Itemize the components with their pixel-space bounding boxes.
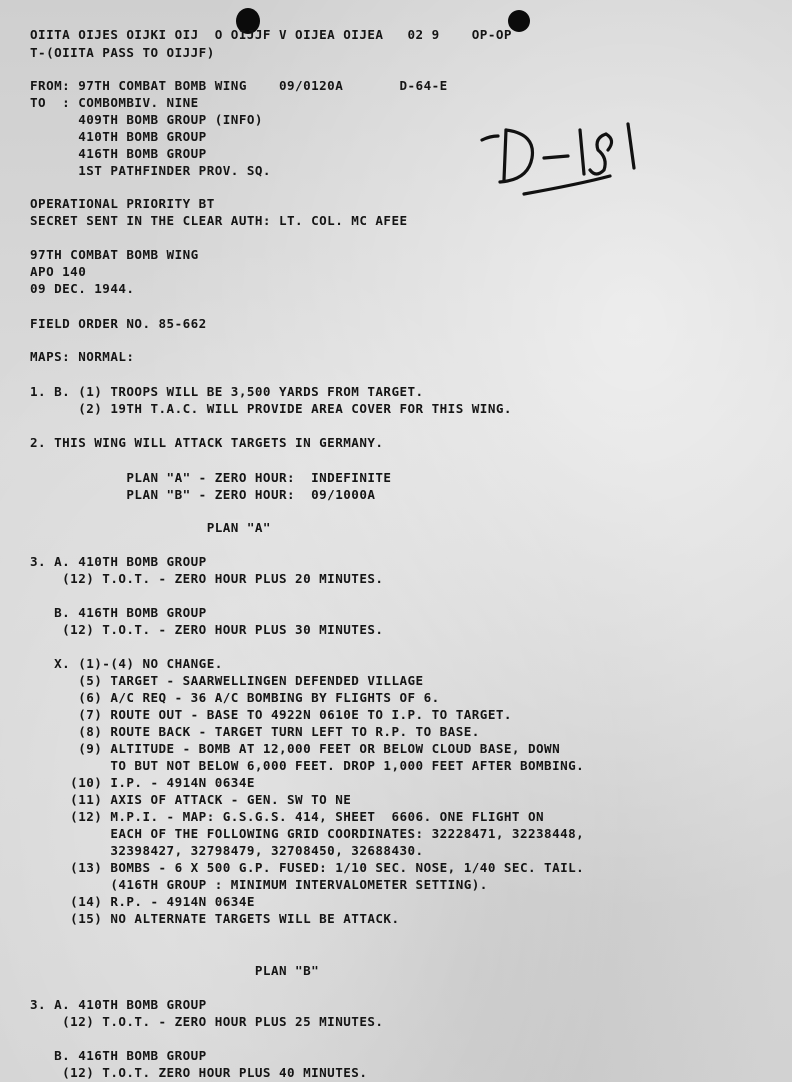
- unit-line: 97TH COMBAT BOMB WING: [30, 247, 199, 262]
- paragraph-line: 3. A. 410TH BOMB GROUP: [30, 554, 207, 569]
- from-line: FROM: 97TH COMBAT BOMB WING 09/0120A D-64-E: [30, 78, 448, 93]
- paragraph-line: (7) ROUTE OUT - BASE TO 4922N 0610E TO I.P. TO TARGET.: [30, 707, 512, 722]
- zero-hour-line: PLAN "A" - ZERO HOUR: INDEFINITE: [30, 470, 392, 485]
- paragraph-line: (2) 19TH T.A.C. WILL PROVIDE AREA COVER FOR THIS WING.: [30, 401, 512, 416]
- field-order-line: FIELD ORDER NO. 85-662: [30, 316, 207, 331]
- recipient-line: 1ST PATHFINDER PROV. SQ.: [30, 163, 271, 178]
- paragraph-line: (5) TARGET - SAARWELLINGEN DEFENDED VILLAGE: [30, 673, 424, 688]
- paragraph-line: (416TH GROUP : MINIMUM INTERVALOMETER SETTING).: [30, 877, 488, 892]
- paragraph-line: (8) ROUTE BACK - TARGET TURN LEFT TO R.P. TO BASE.: [30, 724, 480, 739]
- paragraph-line: (12) M.P.I. - MAP: G.S.G.S. 414, SHEET 6606. ONE FLIGHT ON: [30, 809, 545, 824]
- maps-line: MAPS: NORMAL:: [30, 349, 135, 364]
- priority-line: OPERATIONAL PRIORITY BT: [30, 196, 215, 211]
- paragraph-line: (12) T.O.T. - ZERO HOUR PLUS 25 MINUTES.: [30, 1014, 384, 1029]
- date-line: 09 DEC. 1944.: [30, 281, 135, 296]
- paragraph-line: B. 416TH BOMB GROUP: [30, 1048, 207, 1063]
- paragraph-line: 1. B. (1) TROOPS WILL BE 3,500 YARDS FROM TARGET.: [30, 384, 424, 399]
- to-line: TO : COMBOMBIV. NINE: [30, 95, 199, 110]
- paragraph-line: (6) A/C REQ - 36 A/C BOMBING BY FLIGHTS OF 6.: [30, 690, 440, 705]
- paragraph-line: 32398427, 32798479, 32708450, 32688430.: [30, 843, 424, 858]
- paragraph-line: (10) I.P. - 4914N 0634E: [30, 775, 255, 790]
- paragraph-line: (11) AXIS OF ATTACK - GEN. SW TO NE: [30, 792, 352, 807]
- paragraph-line: EACH OF THE FOLLOWING GRID COORDINATES: 32228471, 32238448,: [30, 826, 585, 841]
- plan-a-heading: PLAN "A": [30, 520, 271, 535]
- recipient-line: 416TH BOMB GROUP: [30, 146, 207, 161]
- paragraph-line: X. (1)-(4) NO CHANGE.: [30, 656, 223, 671]
- plan-b-heading: PLAN "B": [30, 963, 320, 978]
- apo-line: APO 140: [30, 264, 87, 279]
- teletype-header-line: T-(OIITA PASS TO OIJJF): [30, 45, 215, 60]
- paragraph-line: (13) BOMBS - 6 X 500 G.P. FUSED: 1/10 SEC. NOSE, 1/40 SEC. TAIL.: [30, 860, 585, 875]
- handwritten-d-181-mark: [480, 110, 650, 200]
- paragraph-line: (14) R.P. - 4914N 0634E: [30, 894, 255, 909]
- recipient-line: 410TH BOMB GROUP: [30, 129, 207, 144]
- paragraph-line: TO BUT NOT BELOW 6,000 FEET. DROP 1,000 FEET AFTER BOMBING.: [30, 758, 585, 773]
- paragraph-line: 3. A. 410TH BOMB GROUP: [30, 997, 207, 1012]
- paragraph-line: B. 416TH BOMB GROUP: [30, 605, 207, 620]
- zero-hour-line: PLAN "B" - ZERO HOUR: 09/1000A: [30, 487, 376, 502]
- paragraph-line: (9) ALTITUDE - BOMB AT 12,000 FEET OR BELOW CLOUD BASE, DOWN: [30, 741, 561, 756]
- teletype-header-line: OIITA OIJES OIJKI OIJ O OIJJF V OIJEA OIJEA 02 9 OP-OP: [30, 27, 512, 42]
- classification-line: SECRET SENT IN THE CLEAR AUTH: LT. COL. MC AFEE: [30, 213, 408, 228]
- handwritten-note: [480, 110, 650, 200]
- paragraph-line: (12) T.O.T. - ZERO HOUR PLUS 30 MINUTES.: [30, 622, 384, 637]
- paragraph-line: (12) T.O.T. ZERO HOUR PLUS 40 MINUTES.: [30, 1065, 368, 1080]
- paragraph-line: (15) NO ALTERNATE TARGETS WILL BE ATTACK.: [30, 911, 400, 926]
- paragraph-line: (12) T.O.T. - ZERO HOUR PLUS 20 MINUTES.: [30, 571, 384, 586]
- paragraph-line: 2. THIS WING WILL ATTACK TARGETS IN GERMANY.: [30, 435, 384, 450]
- recipient-line: 409TH BOMB GROUP (INFO): [30, 112, 263, 127]
